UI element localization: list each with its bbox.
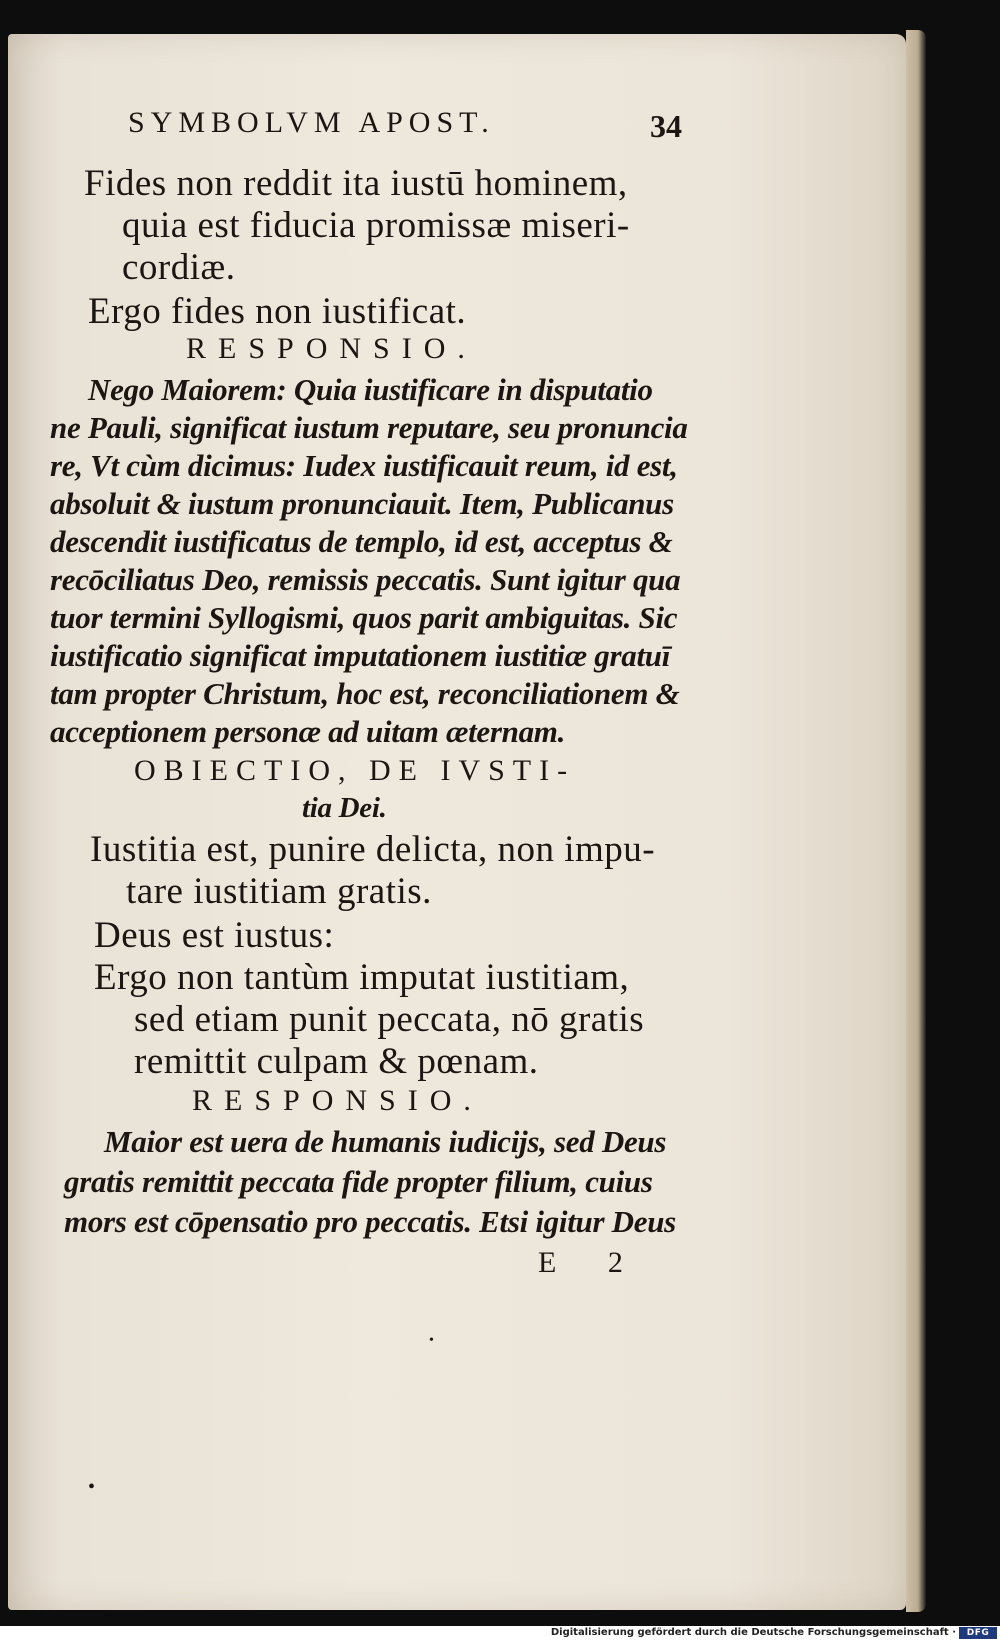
ink-speck: • [88, 1476, 96, 1498]
footer-bar [0, 1626, 1000, 1641]
section-heading-continued: tia Dei. [302, 792, 387, 824]
section-heading: RESPONSIO. [192, 1084, 483, 1117]
text-line: acceptionem personæ ad uitam æternam. [50, 714, 566, 749]
funding-credit: Digitalisierung gefördert durch die Deutsche Forschungsgemeinschaft · [550, 1627, 956, 1638]
section-heading: OBIECTIO, DE IVSTI- [134, 754, 576, 787]
text-line: tam propter Christum, hoc est, reconciliationem & [50, 676, 680, 711]
text-line: remittit culpam & pœnam. [134, 1041, 539, 1082]
text-line: gratis remittit peccata fide propter filium, cuius [64, 1164, 653, 1199]
text-line: Nego Maiorem: Quia iustificare in disputatio [88, 372, 653, 407]
page-number: 34 [650, 108, 682, 144]
ink-speck: • [429, 1333, 434, 1348]
text-line: Ergo non tantùm imputat iustitiam, [94, 957, 630, 998]
text-line: tare iustitiam gratis. [126, 871, 432, 912]
text-line: Maior est uera de humanis iudicijs, sed Deus [104, 1124, 667, 1159]
dfg-logo: DFG [959, 1627, 997, 1639]
text-line: sed etiam punit peccata, nō gratis [134, 999, 645, 1040]
section-heading: RESPONSIO. [186, 332, 477, 365]
text-line: Fides non reddit ita iustū hominem, [84, 163, 628, 204]
text-line: absoluit & iustum pronunciauit. Item, Publicanus [50, 486, 674, 521]
text-line: recōciliatus Deo, remissis peccatis. Sunt igitur qua [50, 562, 681, 597]
text-line: tuor termini Syllogismi, quos parit ambiguitas. Sic [50, 600, 678, 635]
text-line: Iustitia est, punire delicta, non impu- [90, 829, 656, 870]
text-line: ne Pauli, significat iustum reputare, seu pronuncia [50, 410, 688, 445]
signature-mark: E 2 [538, 1246, 645, 1279]
text-line: quia est fiducia promissæ miseri- [122, 205, 630, 246]
text-line: descendit iustificatus de templo, id est, acceptus & [50, 524, 673, 559]
text-line: Deus est iustus: [94, 915, 335, 956]
running-title: SYMBOLVM APOST. [128, 106, 495, 139]
text-line: Ergo fides non iustificat. [88, 291, 467, 332]
book-page [8, 34, 906, 1610]
text-line: cordiæ. [122, 247, 236, 288]
page-edge [906, 30, 926, 1612]
text-line: iustificatio significat imputationem iustitiæ gratuī [50, 638, 671, 673]
text-line: mors est cōpensatio pro peccatis. Etsi igitur Deus [64, 1204, 676, 1239]
text-line: re, Vt cùm dicimus: Iudex iustificauit reum, id est, [50, 448, 678, 483]
